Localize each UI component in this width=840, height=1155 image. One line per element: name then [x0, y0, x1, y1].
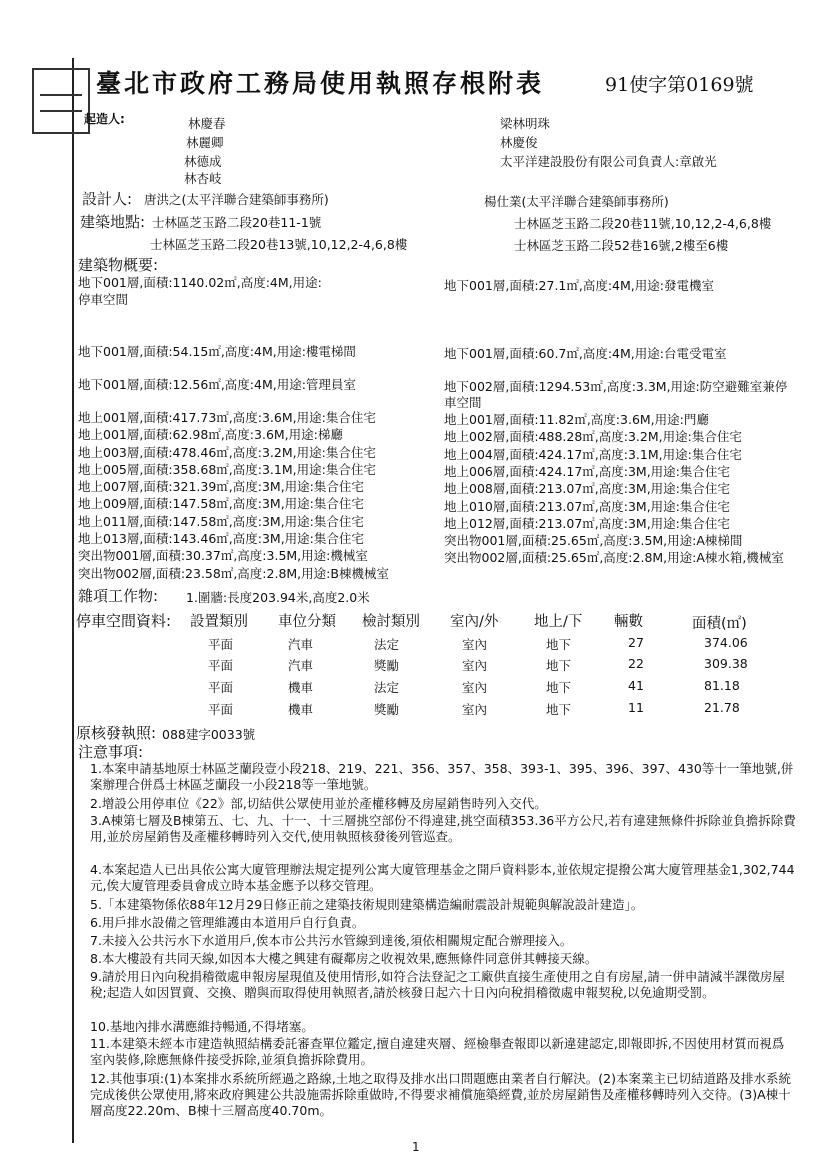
owner-left-4: 林杏岐 [184, 171, 222, 186]
owner-left-3: 林德成 [184, 154, 222, 169]
owner-right-2: 林慶俊 [500, 135, 538, 150]
parking-cell: 11 [628, 700, 644, 715]
parking-cell: 地下 [546, 680, 572, 695]
overview-right-line: 地上008層,面積:213.07㎡,高度:3M,用途:集合住宅 [444, 481, 730, 496]
parking-header: 輛數 [614, 614, 643, 630]
parking-cell: 機車 [288, 702, 314, 717]
overview-right-line: 地上006層,面積:424.17㎡,高度:3M,用途:集合住宅 [444, 464, 730, 479]
note-item: 5.「本建築物係依88年12月29日修正前之建築技術規則建築構造編耐震設計規範與解說設計建造」。 [90, 897, 644, 912]
owner-right-3: 太平洋建設股份有限公司負責人:章啟光 [500, 154, 717, 169]
overview-right-line: 地上010層,面積:213.07㎡,高度:3M,用途:集合住宅 [444, 499, 730, 514]
parking-cell: 法定 [374, 680, 400, 695]
designer-right: 楊仕業(太平洋聯合建築師事務所) [484, 194, 669, 209]
overview-label: 建築物概要: [78, 256, 159, 274]
overview-right-line: 突出物002層,面積:25.65㎡,高度:2.8M,用途:A棟水箱,機械室 [444, 550, 784, 565]
overview-left-line: 突出物002層,面積:23.58㎡,高度:2.8M,用途:B棟機械室 [78, 566, 389, 581]
misc-works-label: 雜項工作物: [78, 587, 159, 605]
note-item: 8.本大樓設有共同天線,如因本大樓之興建有礙鄰房之收視效果,應無條件同意併其轉接天線。 [90, 951, 598, 966]
parking-header: 室內/外 [450, 614, 499, 630]
overview-left-line: 地下001層,面積:12.56㎡,高度:4M,用途:管理員室 [78, 377, 356, 392]
parking-cell: 22 [628, 656, 644, 671]
permit-number: 91使字第0169號 [605, 74, 754, 96]
note-item: 7.未接入公共污水下水道用戶,俟本市公共污水管線到達後,須依相關規定配合辦理接入。 [90, 933, 573, 948]
overview-right-line: 車空間 [444, 395, 482, 410]
parking-cell: 平面 [208, 680, 234, 695]
parking-cell: 室內 [462, 702, 488, 717]
original-permit-label: 原核發執照: [76, 724, 157, 742]
parking-header: 設置類別 [190, 614, 248, 630]
parking-cell: 地下 [546, 637, 572, 652]
parking-cell: 地下 [546, 702, 572, 717]
site-left-2: 士林區芝玉路二段20巷13號,10,12,2-4,6,8樓 [150, 237, 408, 252]
overview-left-line: 突出物001層,面積:30.37㎡,高度:3.5M,用途:機械室 [78, 548, 368, 563]
note-item: 4.本案起造人已出具依公寓大廈管理辦法規定提列公寓大廈管理基金之開戶資料影本,並依規定提撥公寓大廈管理基金1,302,744元,俟大廈管理委員會成立時本基金應予以移交管理。 [90, 862, 795, 894]
note-item: 3.A棟第七層及B棟第五、七、九、十一、十三層挑空部份不得違建,挑空面積353.36平方公尺,若有違建無條件拆除並負擔拆除費用,並於房屋銷售及產權移轉時列入交代,使用執照核發後列管巡查。 [90, 813, 796, 845]
note-item: 6.用戶排水設備之管理維護由本道用戶自行負責。 [90, 915, 365, 930]
parking-cell: 室內 [462, 658, 488, 673]
overview-right-line: 地上001層,面積:11.82㎡,高度:3.6M,用途:門廳 [444, 412, 709, 427]
overview-right-line: 地上004層,面積:424.17㎡,高度:3.1M,用途:集合住宅 [444, 447, 742, 462]
left-margin-rule [72, 58, 74, 1143]
official-seal-stamp [32, 68, 90, 134]
note-item: 10.基地內排水溝應維持暢通,不得堵塞。 [90, 1019, 314, 1034]
parking-cell: 41 [628, 678, 644, 693]
overview-left-line: 地上003層,面積:478.46㎡,高度:3.2M,用途:集合住宅 [78, 445, 376, 460]
parking-cell: 81.18 [704, 678, 740, 693]
overview-right-line: 地下002層,面積:1294.53㎡,高度:3.3M,用途:防空避難室兼停 [444, 379, 788, 394]
parking-cell: 室內 [462, 637, 488, 652]
parking-label: 停車空間資料: [76, 612, 172, 630]
parking-header: 車位分類 [278, 614, 336, 630]
owner-label: 起造人: [84, 112, 125, 126]
overview-left-line: 停車空間 [78, 292, 129, 307]
overview-left-line: 地上011層,面積:147.58㎡,高度:3M,用途:集合住宅 [78, 514, 364, 529]
overview-left-line: 地下001層,面積:54.15㎡,高度:4M,用途:樓電梯間 [78, 344, 356, 359]
overview-right-line: 突出物001層,面積:25.65㎡,高度:3.5M,用途:A棟梯間 [444, 533, 743, 548]
site-left-1: 士林區芝玉路二段20巷11-1號 [152, 215, 322, 230]
overview-right-line: 地上012層,面積:213.07㎡,高度:3M,用途:集合住宅 [444, 516, 730, 531]
owner-right-1: 梁林明珠 [500, 116, 551, 131]
parking-cell: 地下 [546, 658, 572, 673]
note-item: 11.本建築未經本市建造執照結構委託審查單位鑑定,擅自違建夾層、經檢舉查報即以新違建認定,即報即拆,不因使用材質而視爲室內裝修,除應無條件接受拆除,並須負擔拆除費用。 [90, 1036, 785, 1068]
parking-cell: 汽車 [288, 658, 314, 673]
parking-header: 面積(㎡) [692, 616, 747, 632]
overview-left-line: 地上001層,面積:62.98㎡,高度:3.6M,用途:梯廳 [78, 427, 343, 442]
overview-left-line: 地下001層,面積:1140.02㎡,高度:4M,用途: [78, 275, 322, 290]
page-number: 1 [412, 1140, 420, 1154]
note-item: 12.其他事項:(1)本案排水系統所經過之路線,土地之取得及排水出口問題應由業者自行解決。(2)本案業主已切結道路及排水系統完成後供公眾使用,將來政府興建公共設施需拆除重做時,不得要求補償施築經費,並於房屋銷售及產權移轉時列入交待。(3)A棟十層高度22.20m、B棟十三層高度40.70m。 [90, 1071, 791, 1119]
parking-header: 地上/下 [534, 614, 583, 630]
note-item: 9.請於用日內向稅捐稽徵處申報房屋現值及使用情形,如符合法登記之工廠供直接生產使用之自有房屋,請一併申請減半課徵房屋稅;起造人如因買賣、交換、贈與而取得使用執照者,請於核發日起六十日內向稅捐稽徵處申報契稅,以免逾期受罰。 [90, 969, 785, 1001]
note-item: 2.增設公用停車位《22》部,切結供公眾使用並於產權移轉及房屋銷售時列入交代。 [90, 796, 547, 811]
note-item: 1.本案申請基地原士林區芝蘭段壹小段218、219、221、356、357、358、393-1、395、396、397、430等十一筆地號,併案辦理合併爲士林區芝蘭段一小段218等一筆地號。 [90, 761, 794, 793]
owner-left-2: 林麗卿 [186, 135, 224, 150]
designer-label: 設計人: [82, 190, 133, 208]
overview-right-line: 地下001層,面積:27.1㎡,高度:4M,用途:發電機室 [444, 278, 714, 293]
parking-cell: 平面 [208, 658, 234, 673]
parking-cell: 平面 [208, 637, 234, 652]
notes-label: 注意事項: [78, 743, 144, 761]
site-right-1: 士林區芝玉路二段20巷11號,10,12,2-4,6,8樓 [514, 216, 772, 231]
document-title: 臺北市政府工務局使用執照存根附表 [96, 69, 545, 98]
parking-cell: 獎勵 [374, 702, 400, 717]
overview-right-line: 地上002層,面積:488.28㎡,高度:3.2M,用途:集合住宅 [444, 429, 742, 444]
parking-cell: 平面 [208, 702, 234, 717]
site-label: 建築地點: [80, 213, 146, 231]
parking-cell: 法定 [374, 637, 400, 652]
parking-cell: 獎勵 [374, 658, 400, 673]
overview-left-line: 地上001層,面積:417.73㎡,高度:3.6M,用途:集合住宅 [78, 410, 376, 425]
parking-cell: 309.38 [704, 656, 748, 671]
overview-left-line: 地上009層,面積:147.58㎡,高度:3M,用途:集合住宅 [78, 496, 364, 511]
owner-left-1: 林慶春 [188, 116, 226, 131]
parking-cell: 27 [628, 635, 644, 650]
designer-left: 唐洪之(太平洋聯合建築師事務所) [144, 192, 329, 207]
overview-left-line: 地上005層,面積:358.68㎡,高度:3.1M,用途:集合住宅 [78, 462, 376, 477]
site-right-2: 士林區芝玉路二段52巷16號,2樓至6樓 [514, 238, 729, 253]
parking-header: 檢討類別 [362, 614, 420, 630]
parking-cell: 374.06 [704, 635, 748, 650]
overview-right-line: 地下001層,面積:60.7㎡,高度:4M,用途:台電受電室 [444, 346, 727, 361]
misc-works-value: 1.圍牆:長度203.94米,高度2.0米 [186, 590, 370, 605]
original-permit-value: 088建字0033號 [162, 727, 256, 742]
parking-cell: 汽車 [288, 637, 314, 652]
overview-left-line: 地上007層,面積:321.39㎡,高度:3M,用途:集合住宅 [78, 479, 364, 494]
parking-cell: 室內 [462, 680, 488, 695]
overview-left-line: 地上013層,面積:143.46㎡,高度:3M,用途:集合住宅 [78, 531, 364, 546]
parking-cell: 21.78 [704, 700, 740, 715]
parking-cell: 機車 [288, 680, 314, 695]
